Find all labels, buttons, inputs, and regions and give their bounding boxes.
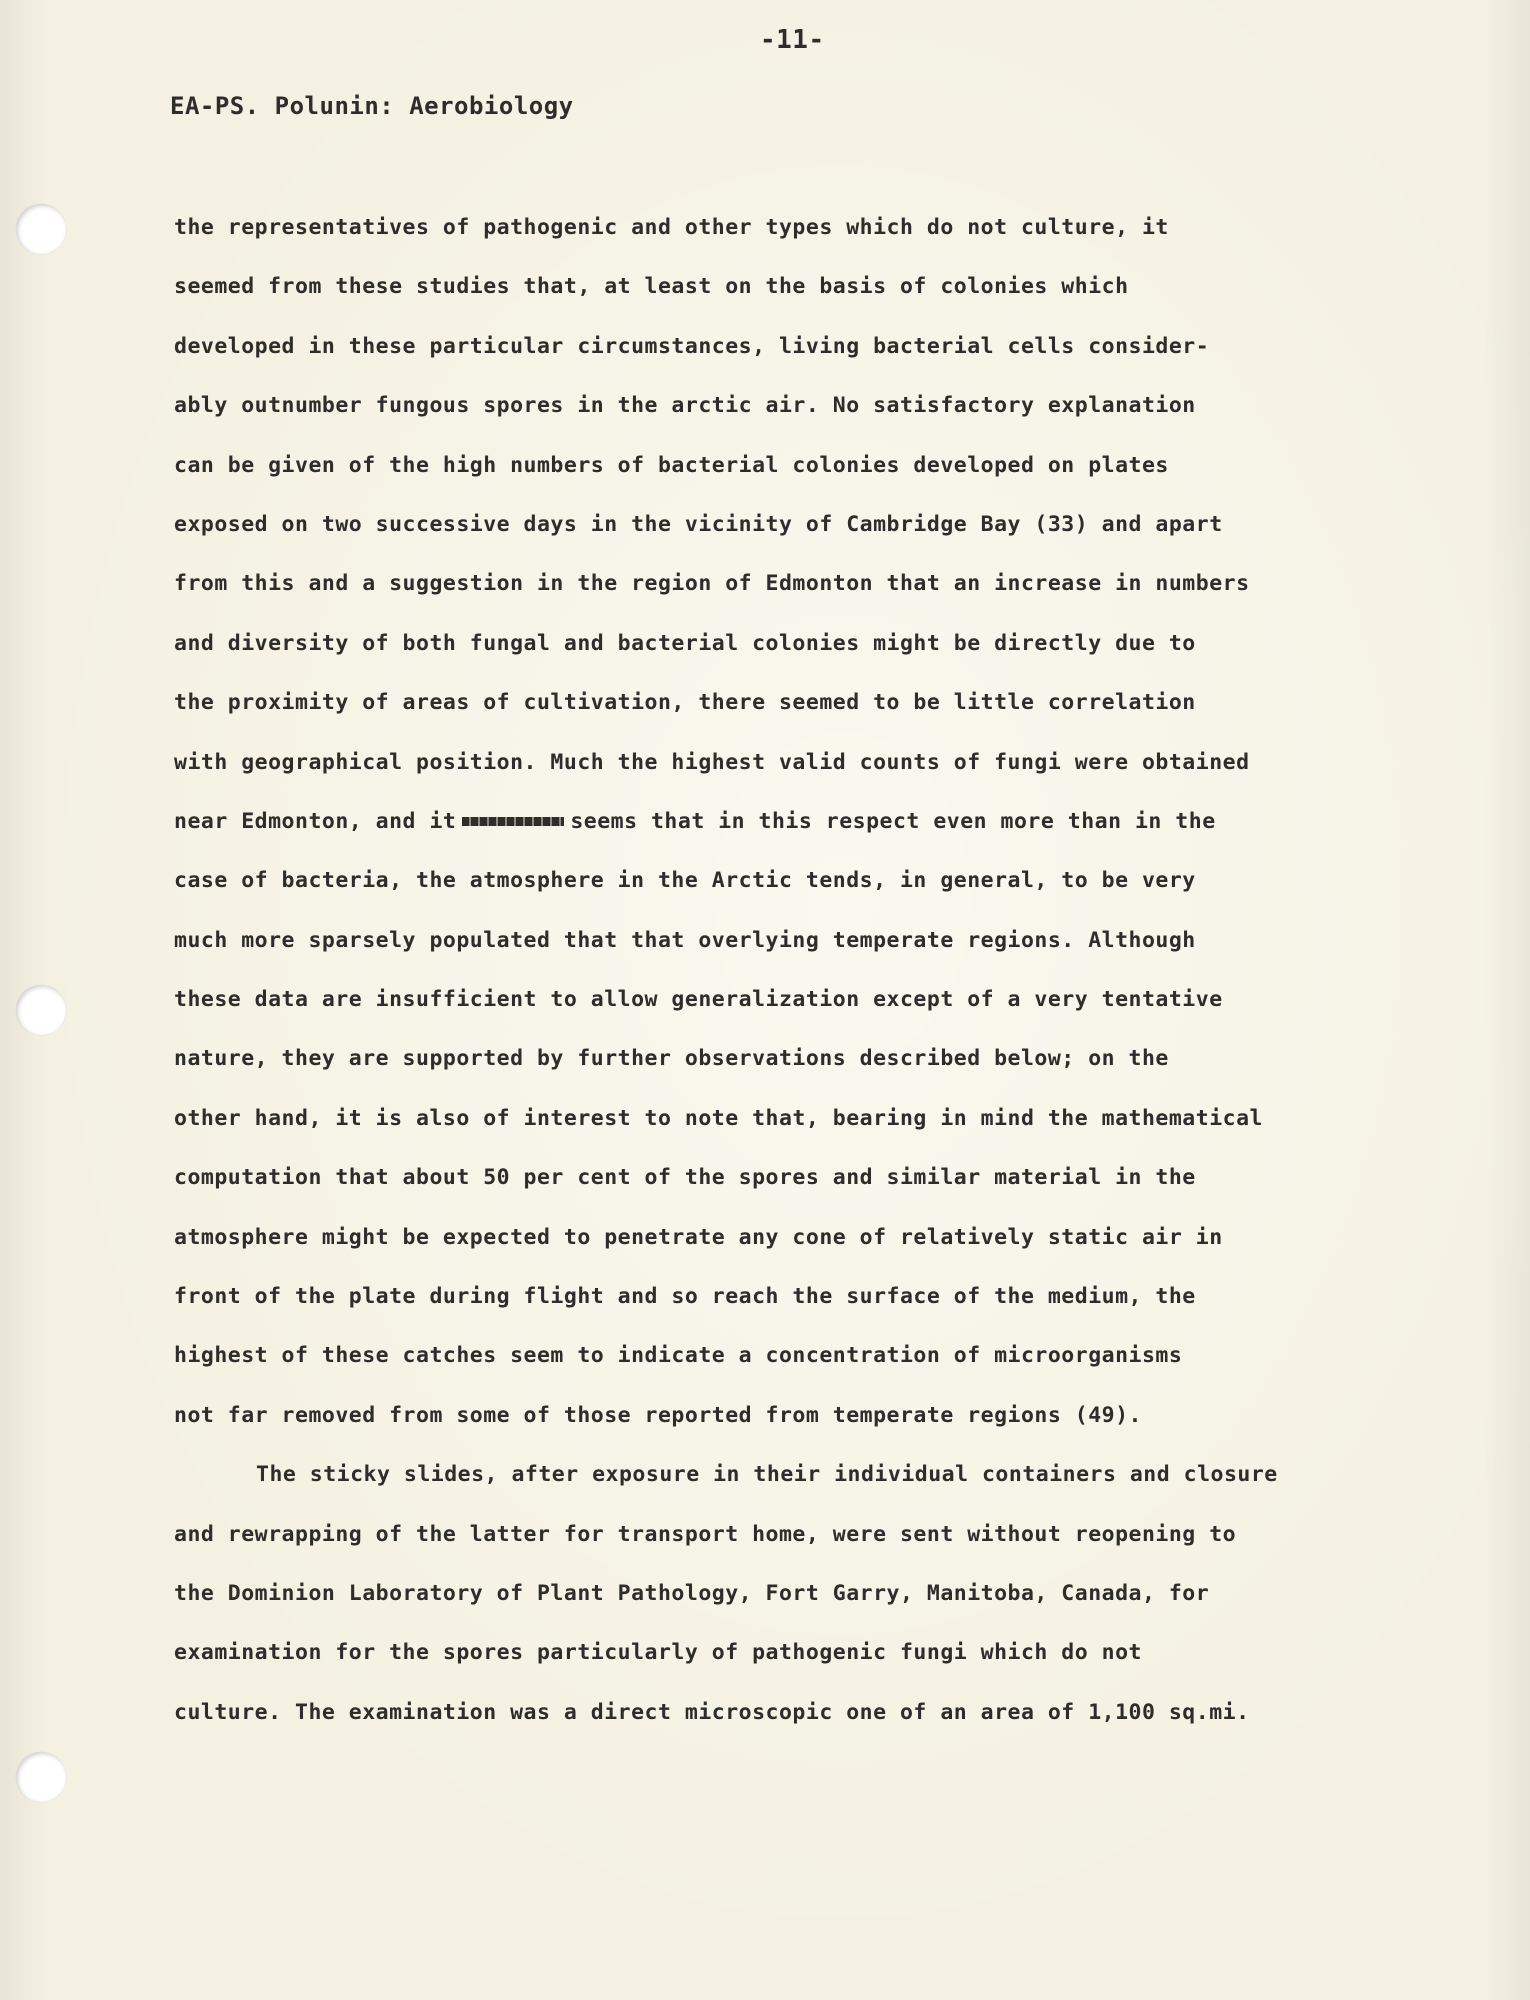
- text-line: nature, they are supported by further observations described below; on the: [174, 1046, 1169, 1072]
- punch-hole: [16, 204, 66, 254]
- typed-over-strikeout: [462, 817, 564, 826]
- text-line: computation that about 50 per cent of the spores and similar material in the: [174, 1165, 1196, 1191]
- text-line: seemed from these studies that, at least on the basis of colonies which: [174, 274, 1129, 300]
- text-line: the representatives of pathogenic and other types which do not culture, it: [174, 215, 1169, 240]
- body-text: [174, 198, 1434, 1742]
- text-line: can be given of the high numbers of bacterial colonies developed on plates: [174, 452, 1169, 478]
- text-line: and diversity of both fungal and bacterial colonies might be directly due to: [174, 630, 1196, 656]
- text-line: culture. The examination was a direct microscopic one of an area of 1,100 sq.mi.: [174, 1699, 1250, 1725]
- paragraph-start-line: The sticky slides, after exposure in their individual containers and closure: [256, 1462, 1278, 1488]
- text-line: not far removed from some of those reported from temperate regions (49).: [174, 1402, 1142, 1428]
- text-line: exposed on two successive days in the vicinity of Cambridge Bay (33) and apart: [174, 511, 1223, 537]
- text-line: the Dominion Laboratory of Plant Pathology, Fort Garry, Manitoba, Canada, for: [174, 1580, 1210, 1606]
- text-line: highest of these catches seem to indicate a concentration of microorganisms: [174, 1343, 1183, 1369]
- text-line: with geographical position. Much the highest valid counts of fungi were obtained: [174, 749, 1250, 775]
- text-line: ably outnumber fungous spores in the arctic air. No satisfactory explanation: [174, 393, 1196, 419]
- punch-hole: [16, 1752, 66, 1802]
- text-line: the proximity of areas of cultivation, there seemed to be little correlation: [174, 690, 1196, 716]
- text-line: front of the plate during flight and so reach the surface of the medium, the: [174, 1284, 1196, 1310]
- text-line: atmosphere might be expected to penetrate any cone of relatively static air in: [174, 1224, 1223, 1250]
- text-line: examination for the spores particularly of pathogenic fungi which do not: [174, 1640, 1142, 1666]
- text-line: case of bacteria, the atmosphere in the Arctic tends, in general, to be very: [174, 868, 1196, 894]
- page-number: -11-: [760, 25, 825, 55]
- punch-hole: [16, 985, 66, 1035]
- text-line-with-strikeout: [174, 792, 1434, 851]
- running-header: EA-PS. Polunin: Aerobiology: [170, 92, 574, 120]
- text-line: from this and a suggestion in the region of Edmonton that an increase in numbers: [174, 571, 1250, 597]
- text-line: developed in these particular circumstances, living bacterial cells consider-: [174, 333, 1210, 359]
- text-fragment: near Edmonton, and it: [174, 808, 457, 834]
- text-line: and rewrapping of the latter for transport home, were sent without reopening to: [174, 1521, 1237, 1547]
- text-line: other hand, it is also of interest to note that, bearing in mind the mathematical: [174, 1105, 1263, 1131]
- text-line: these data are insufficient to allow generalization except of a very tentative: [174, 987, 1223, 1013]
- text-line: much more sparsely populated that that overlying temperate regions. Although: [174, 927, 1196, 953]
- text-fragment: seems that in this respect even more than in the: [570, 808, 1216, 834]
